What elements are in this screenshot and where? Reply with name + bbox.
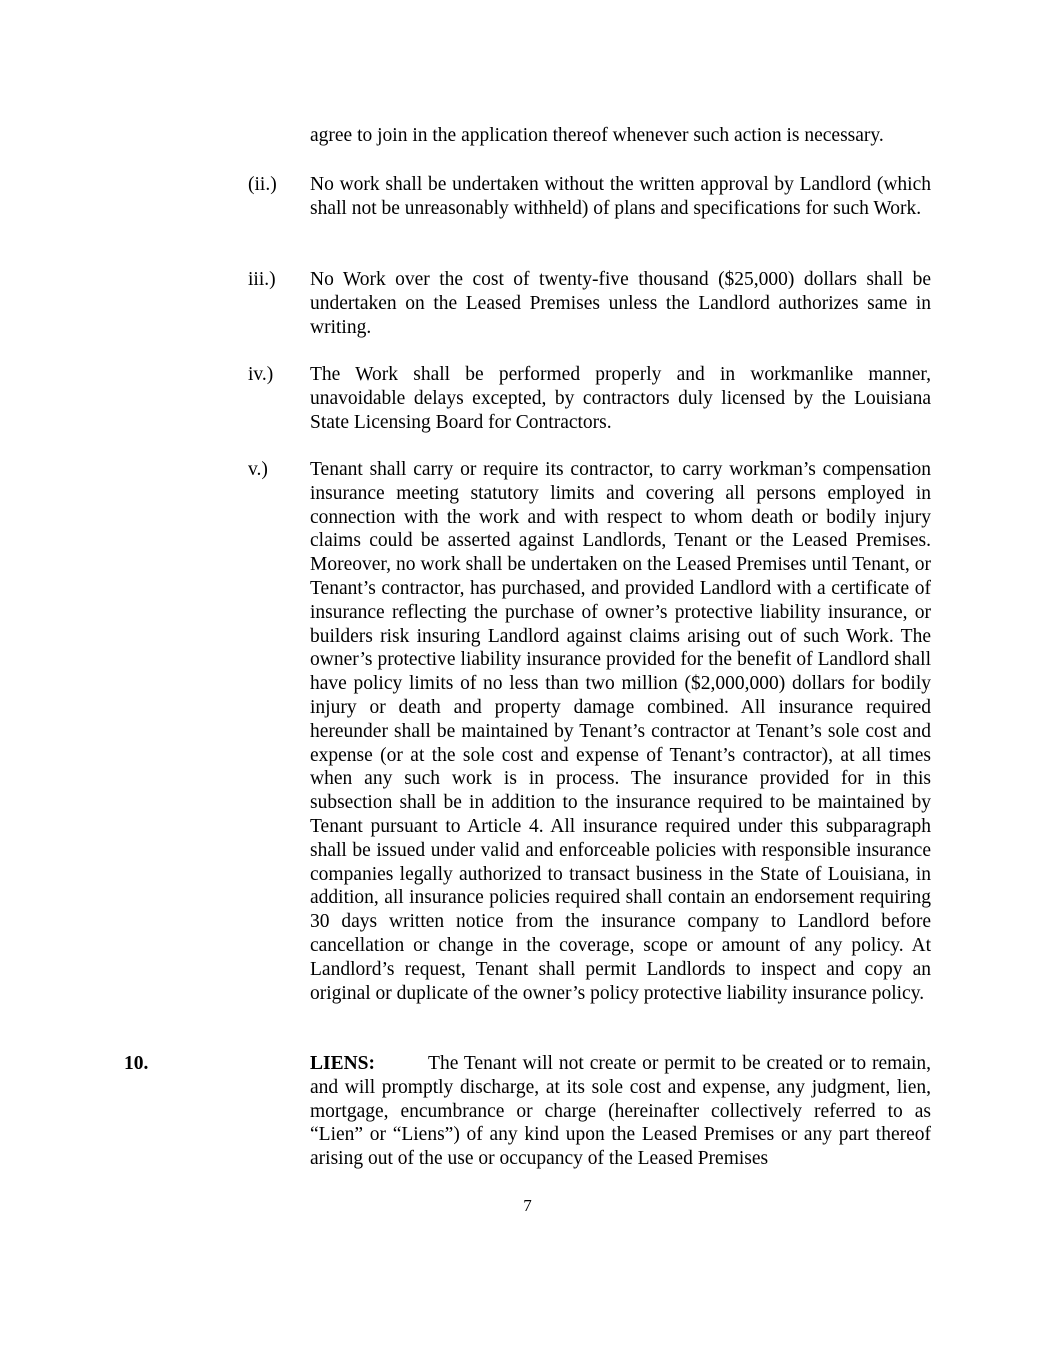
item-paragraph-iv <box>310 363 931 434</box>
item-label-iv: iv.) <box>248 364 274 385</box>
page-number: 7 <box>523 1196 532 1215</box>
continuation-text: agree to join in the application thereof whenever such action is necessary. <box>310 125 884 146</box>
item-paragraph-iii <box>310 268 931 339</box>
item-label-ii: (ii.) <box>248 174 277 195</box>
item-text-v: Tenant shall carry or require its contractor, to carry workman’s compensation insurance meeting statutory limits and covering all persons employed in connection with the work and with respect to whom death or bodily injury claims could be asserted against Landlords, Tenant or the Leased Premises. Moreover, no work shall be undertaken on the Leased Premises until Tenant, or Tenant’s contractor, has purchased, and provided Landlord with a certificate of insurance reflecting the purchase of owner’s protective liability insurance, or builders risk insuring Landlord against claims arising out of such Work. The owner’s protective liability insurance provided for the benefit of Landlord shall have policy limits of no less than two million ($2,000,000) dollars for bodily injury or death and property damage combined. All insurance required hereunder shall be maintained by Tenant’s contractor at Tenant’s sole cost and expense (or at the sole cost and expense of Tenant’s contractor), at all times when any such work is in process. The insurance provided for in this subsection shall be in addition to the insurance required to be maintained by Tenant pursuant to Article 4. All insurance required under this subparagraph shall be issued under valid and enforceable policies with responsible insurance companies legally authorized to transact business in the State of Louisiana, in addition, all insurance policies required shall contain an endorsement requiring 30 days written notice from the insurance company to Landlord before cancellation or change in the coverage, scope or amount of any policy. At Landlord’s request, Tenant shall permit Landlords to inspect and copy an original or duplicate of the owner’s policy protective liability insurance policy. <box>310 459 931 1004</box>
item-paragraph-ii <box>310 173 931 221</box>
item-text-iii: No Work over the cost of twenty-five thousand ($25,000) dollars shall be undertaken on the Leased Premises unless the Landlord authorizes same in writing. <box>310 269 931 338</box>
continuation-paragraph <box>310 124 931 148</box>
section-heading: LIENS: <box>310 1053 376 1074</box>
item-label-v: v.) <box>248 459 268 480</box>
liens-text: The Tenant will not create or permit to be created or to remain, and will promptly discharge, at its sole cost and expense, any judgment, lien, mortgage, encumbrance or charge (hereinafter collectively referred to as “Lien” or “Liens”) of any kind upon the Leased Premises or any part thereof arising out of the use or occupancy of the Leased Premises <box>310 1053 931 1170</box>
item-text-iv: The Work shall be performed properly and in workmanlike manner, unavoidable delays excepted, by contractors duly licensed by the Louisiana State Licensing Board for Contractors. <box>310 364 931 433</box>
section-number: 10. <box>124 1053 149 1074</box>
liens-text-container <box>310 1052 931 1171</box>
liens-paragraph <box>310 1052 931 1171</box>
item-paragraph-v <box>310 458 931 1005</box>
item-label-iii: iii.) <box>248 269 276 290</box>
item-text-ii: No work shall be undertaken without the written approval by Landlord (which shall not be unreasonably withheld) of plans and specifications for such Work. <box>310 174 931 219</box>
